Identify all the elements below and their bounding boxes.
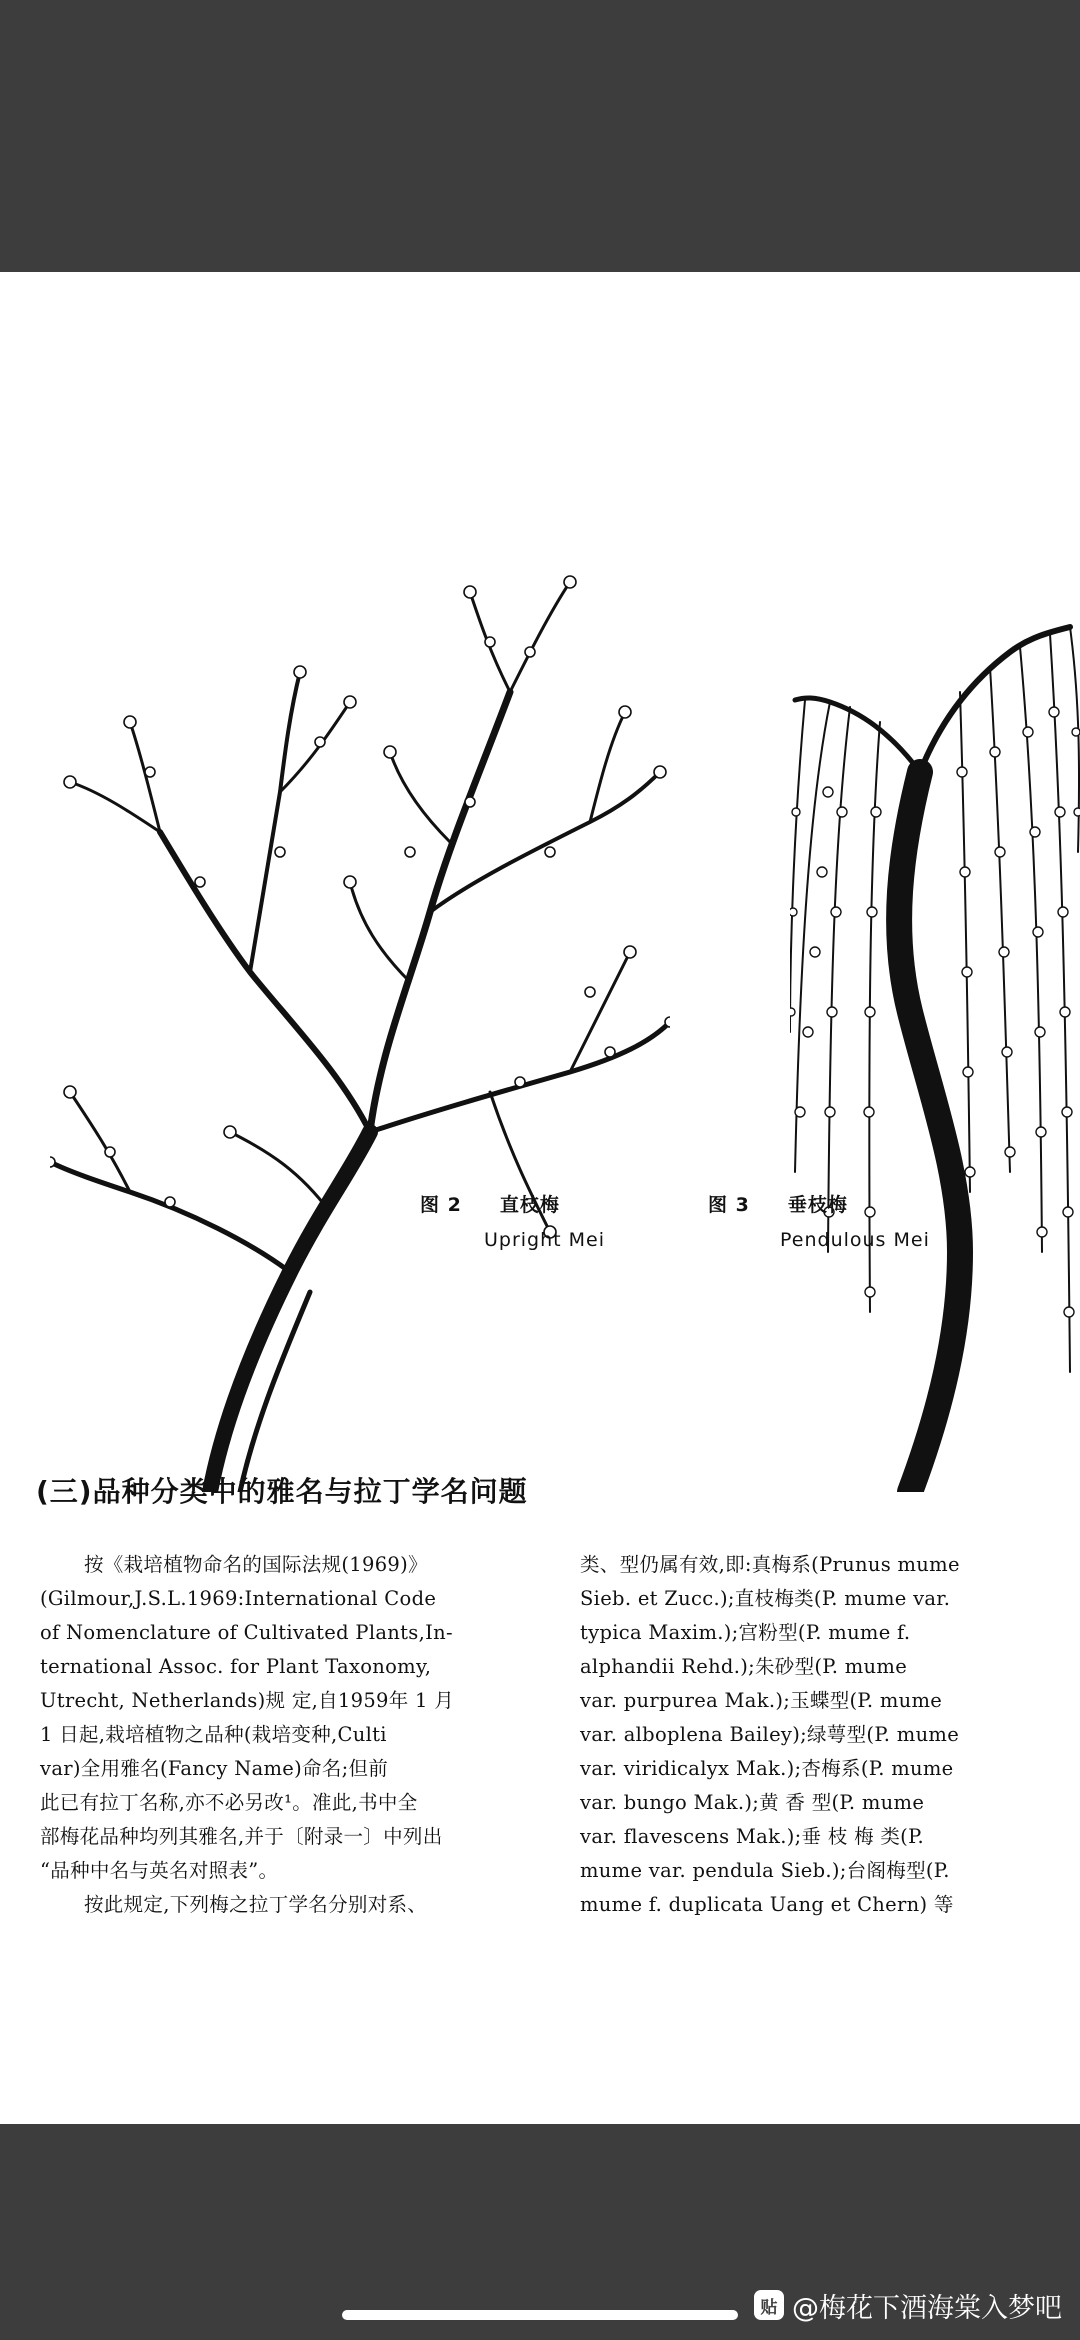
- top-gray-bar: [0, 0, 1080, 272]
- figure-2-title-en: Upright Mei: [484, 1229, 606, 1251]
- body-text-left-column: [40, 1548, 510, 1922]
- body-text-right-column: [580, 1548, 1050, 1922]
- text-line: of Nomenclature of Cultivated Plants,In-: [40, 1621, 453, 1644]
- text-line: var. flavescens Mak.);垂 枝 梅 类(P.: [580, 1825, 925, 1848]
- text-line: Utrecht, Netherlands)规 定,自1959年 1 月: [40, 1689, 455, 1712]
- text-line: var. alboplena Bailey);绿萼型(P. mume: [580, 1723, 960, 1746]
- text-line: var. purpurea Mak.);玉蝶型(P. mume: [580, 1689, 943, 1712]
- text-line: ternational Assoc. for Plant Taxonomy,: [40, 1655, 432, 1678]
- figure-2-title-cn: 直枝梅: [499, 1194, 560, 1216]
- home-indicator[interactable]: [342, 2310, 738, 2320]
- text-line: var. bungo Mak.);黄 香 型(P. mume: [580, 1791, 925, 1814]
- watermark: [754, 2288, 1062, 2322]
- figure-2-caption: [420, 1190, 605, 1251]
- text-line: 此已有拉丁名称,亦不必另改¹。准此,书中全: [40, 1791, 418, 1814]
- text-line: Sieb. et Zucc.);直枝梅类(P. mume var.: [580, 1587, 951, 1610]
- figure-upright-mei-illustration: [50, 552, 670, 1492]
- tieba-logo-icon: 贴: [754, 2290, 784, 2320]
- text-line: (Gilmour,J.S.L.1969:International Code: [40, 1587, 437, 1610]
- section-title: (三)品种分类中的雅名与拉丁学名问题: [36, 1475, 528, 1508]
- text-line: 1 日起,栽培植物之品种(栽培变种,Culti: [40, 1723, 387, 1746]
- text-line: 按此规定,下列梅之拉丁学名分别对系、: [84, 1893, 428, 1916]
- text-line: var. viridicalyx Mak.);杏梅系(P. mume: [580, 1757, 954, 1780]
- text-line: “品种中名与英名对照表”。: [40, 1859, 279, 1882]
- figure-3-title-cn: 垂枝梅: [787, 1194, 848, 1216]
- text-line: 类、型仍属有效,即:真梅系(Prunus mume: [580, 1553, 960, 1576]
- text-line: 按《栽培植物命名的国际法规(1969)》: [84, 1553, 428, 1576]
- text-line: 部梅花品种均列其雅名,并于〔附录一〕中列出: [40, 1825, 443, 1848]
- figure-2-label: 图 2: [420, 1194, 462, 1216]
- figure-pendulous-mei-illustration: [787, 552, 1080, 1492]
- figure-3-title-en: Pendulous Mei: [780, 1229, 930, 1251]
- figure-3-caption: [708, 1190, 930, 1251]
- watermark-text: @梅花下酒海棠入梦吧: [792, 2292, 1062, 2324]
- figure-3-label: 图 3: [708, 1194, 750, 1216]
- text-line: mume f. duplicata Uang et Chern) 等: [580, 1893, 954, 1916]
- text-line: alphandii Rehd.);朱砂型(P. mume: [580, 1655, 908, 1678]
- text-line: mume var. pendula Sieb.);台阁梅型(P.: [580, 1859, 950, 1882]
- text-line: typica Maxim.);宫粉型(P. mume f.: [580, 1621, 911, 1644]
- text-line: var)全用雅名(Fancy Name)命名;但前: [40, 1757, 389, 1780]
